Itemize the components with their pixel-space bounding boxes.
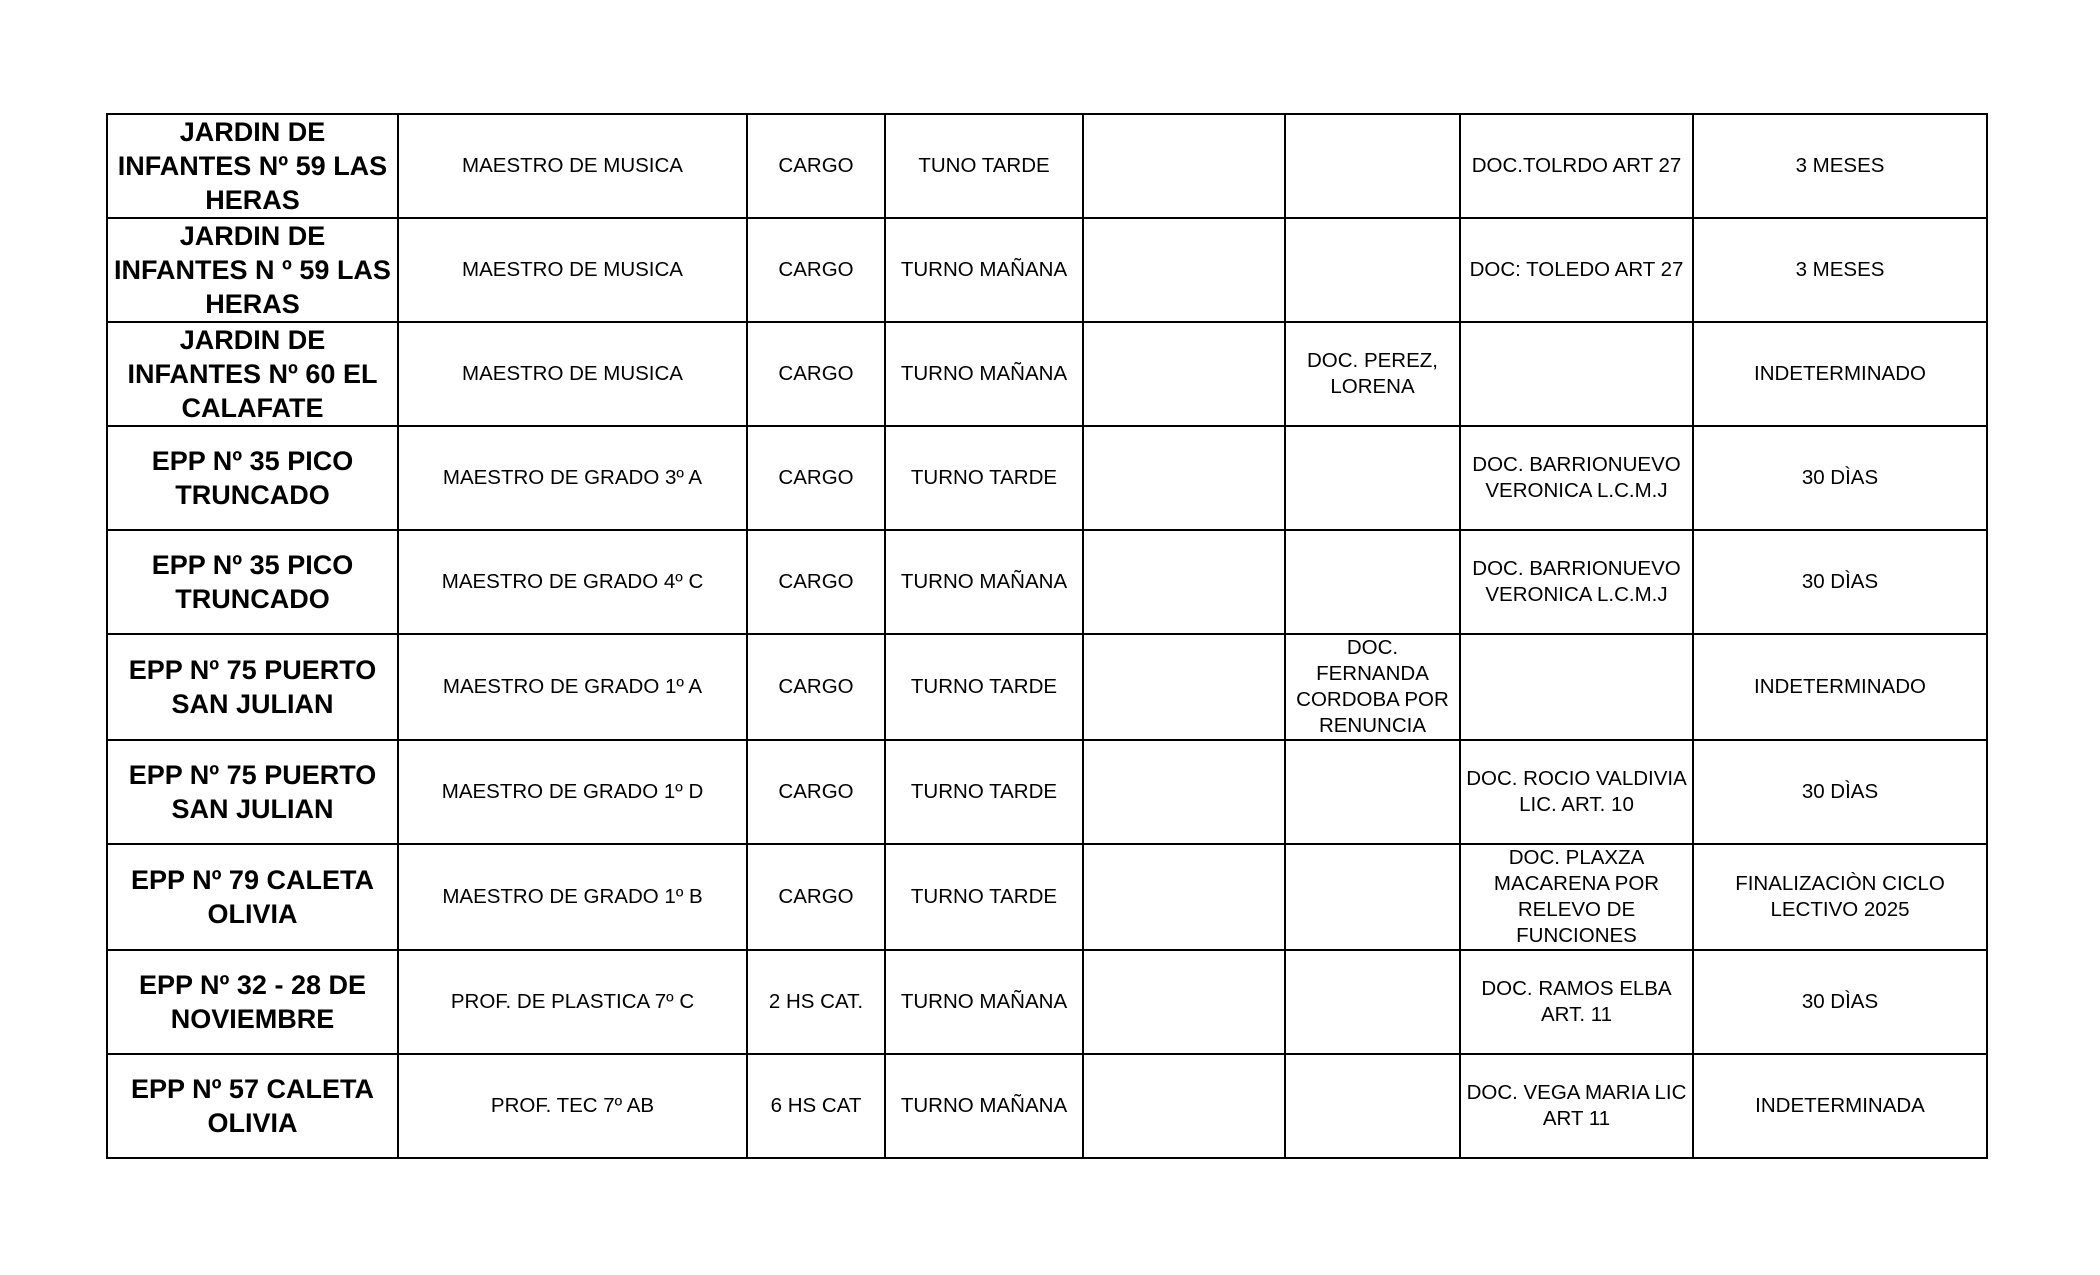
empty-cell — [1083, 322, 1285, 426]
shift-cell: TURNO MAÑANA — [885, 950, 1083, 1054]
duration-cell: INDETERMINADO — [1693, 322, 1987, 426]
type-cell: CARGO — [747, 114, 885, 218]
shift-cell: TURNO TARDE — [885, 634, 1083, 740]
empty-cell — [1083, 1054, 1285, 1158]
vacancy-table — [106, 113, 1988, 1159]
shift-cell: TURNO TARDE — [885, 844, 1083, 950]
shift-cell: TURNO MAÑANA — [885, 322, 1083, 426]
shift-cell: TUNO TARDE — [885, 114, 1083, 218]
school-cell: JARDIN DE INFANTES Nº 60 EL CALAFATE — [107, 322, 398, 426]
substitute-reason-cell — [1460, 322, 1693, 426]
table-row — [107, 218, 1987, 322]
vacancy-table-sheet — [106, 113, 1988, 1159]
school-cell: JARDIN DE INFANTES Nº 59 LAS HERAS — [107, 114, 398, 218]
position-cell: MAESTRO DE GRADO 1º D — [398, 740, 747, 844]
duration-cell: INDETERMINADO — [1693, 634, 1987, 740]
table-row — [107, 1054, 1987, 1158]
position-cell: MAESTRO DE GRADO 1º B — [398, 844, 747, 950]
school-cell: EPP Nº 79 CALETA OLIVIA — [107, 844, 398, 950]
type-cell: CARGO — [747, 844, 885, 950]
school-cell: EPP Nº 57 CALETA OLIVIA — [107, 1054, 398, 1158]
shift-cell: TURNO MAÑANA — [885, 1054, 1083, 1158]
empty-cell — [1083, 426, 1285, 530]
table-row — [107, 322, 1987, 426]
substitute-reason-cell: DOC.TOLRDO ART 27 — [1460, 114, 1693, 218]
school-cell: EPP Nº 35 PICO TRUNCADO — [107, 426, 398, 530]
vacancy-reason-cell — [1285, 844, 1460, 950]
vacancy-reason-cell — [1285, 1054, 1460, 1158]
type-cell: CARGO — [747, 322, 885, 426]
table-row — [107, 844, 1987, 950]
substitute-reason-cell: DOC. ROCIO VALDIVIA LIC. ART. 10 — [1460, 740, 1693, 844]
position-cell: MAESTRO DE GRADO 1º A — [398, 634, 747, 740]
duration-cell: INDETERMINADA — [1693, 1054, 1987, 1158]
school-cell: JARDIN DE INFANTES N º 59 LAS HERAS — [107, 218, 398, 322]
empty-cell — [1083, 530, 1285, 634]
table-row — [107, 426, 1987, 530]
duration-cell: FINALIZACIÒN CICLO LECTIVO 2025 — [1693, 844, 1987, 950]
school-cell: EPP Nº 75 PUERTO SAN JULIAN — [107, 740, 398, 844]
duration-cell: 3 MESES — [1693, 218, 1987, 322]
type-cell: CARGO — [747, 740, 885, 844]
position-cell: MAESTRO DE MUSICA — [398, 218, 747, 322]
duration-cell: 30 DÌAS — [1693, 740, 1987, 844]
vacancy-reason-cell — [1285, 950, 1460, 1054]
empty-cell — [1083, 950, 1285, 1054]
type-cell: 6 HS CAT — [747, 1054, 885, 1158]
position-cell: PROF. TEC 7º AB — [398, 1054, 747, 1158]
type-cell: CARGO — [747, 426, 885, 530]
vacancy-reason-cell — [1285, 218, 1460, 322]
substitute-reason-cell: DOC. PLAXZA MACARENA POR RELEVO DE FUNCIONES — [1460, 844, 1693, 950]
vacancy-reason-cell — [1285, 426, 1460, 530]
table-body — [107, 114, 1987, 1158]
substitute-reason-cell: DOC. VEGA MARIA LIC ART 11 — [1460, 1054, 1693, 1158]
school-cell: EPP Nº 32 - 28 DE NOVIEMBRE — [107, 950, 398, 1054]
table-row — [107, 634, 1987, 740]
table-row — [107, 530, 1987, 634]
position-cell: MAESTRO DE MUSICA — [398, 322, 747, 426]
position-cell: PROF. DE PLASTICA 7º C — [398, 950, 747, 1054]
position-cell: MAESTRO DE GRADO 4º C — [398, 530, 747, 634]
vacancy-reason-cell — [1285, 740, 1460, 844]
empty-cell — [1083, 634, 1285, 740]
table-row — [107, 950, 1987, 1054]
duration-cell: 3 MESES — [1693, 114, 1987, 218]
shift-cell: TURNO TARDE — [885, 740, 1083, 844]
school-cell: EPP Nº 75 PUERTO SAN JULIAN — [107, 634, 398, 740]
table-row — [107, 740, 1987, 844]
type-cell: CARGO — [747, 634, 885, 740]
empty-cell — [1083, 114, 1285, 218]
substitute-reason-cell: DOC. BARRIONUEVO VERONICA L.C.M.J — [1460, 426, 1693, 530]
empty-cell — [1083, 740, 1285, 844]
substitute-reason-cell: DOC. BARRIONUEVO VERONICA L.C.M.J — [1460, 530, 1693, 634]
vacancy-reason-cell: DOC. PEREZ, LORENA — [1285, 322, 1460, 426]
type-cell: 2 HS CAT. — [747, 950, 885, 1054]
shift-cell: TURNO TARDE — [885, 426, 1083, 530]
position-cell: MAESTRO DE GRADO 3º A — [398, 426, 747, 530]
type-cell: CARGO — [747, 530, 885, 634]
vacancy-reason-cell — [1285, 530, 1460, 634]
substitute-reason-cell — [1460, 634, 1693, 740]
table-row — [107, 114, 1987, 218]
school-cell: EPP Nº 35 PICO TRUNCADO — [107, 530, 398, 634]
shift-cell: TURNO MAÑANA — [885, 530, 1083, 634]
vacancy-reason-cell: DOC. FERNANDA CORDOBA POR RENUNCIA — [1285, 634, 1460, 740]
duration-cell: 30 DÌAS — [1693, 950, 1987, 1054]
substitute-reason-cell: DOC. RAMOS ELBA ART. 11 — [1460, 950, 1693, 1054]
empty-cell — [1083, 844, 1285, 950]
substitute-reason-cell: DOC: TOLEDO ART 27 — [1460, 218, 1693, 322]
type-cell: CARGO — [747, 218, 885, 322]
vacancy-reason-cell — [1285, 114, 1460, 218]
duration-cell: 30 DÌAS — [1693, 426, 1987, 530]
empty-cell — [1083, 218, 1285, 322]
shift-cell: TURNO MAÑANA — [885, 218, 1083, 322]
duration-cell: 30 DÌAS — [1693, 530, 1987, 634]
position-cell: MAESTRO DE MUSICA — [398, 114, 747, 218]
